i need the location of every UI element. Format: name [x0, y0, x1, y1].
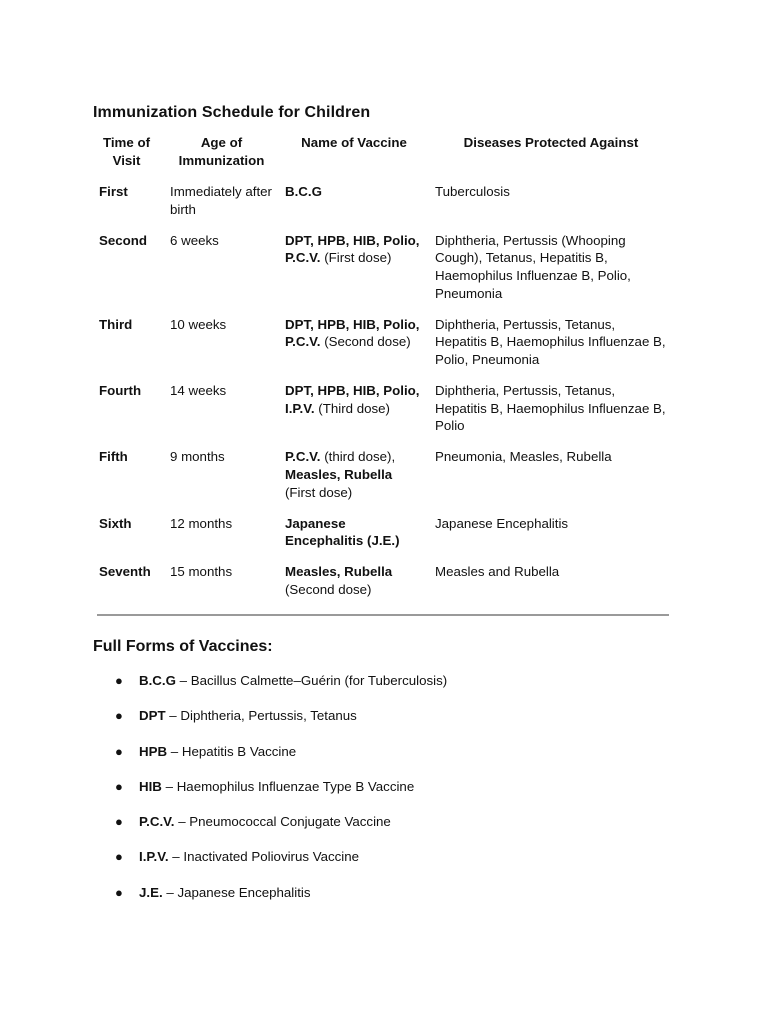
table-row [93, 183, 673, 232]
vaccine-cell [279, 448, 429, 514]
abbreviation: DPT [139, 708, 166, 724]
diseases-cell: Diphtheria, Pertussis, Tetanus, Hepatitis B, Haemophilus Influenzae B, Polio, Pneumonia [435, 316, 666, 367]
abbreviation: B.C.G [139, 673, 176, 688]
table-header-row [93, 134, 673, 183]
age-cell: 9 months [170, 449, 225, 465]
table-row [93, 316, 673, 382]
diseases-cell: Diphtheria, Pertussis (Whooping Cough), Tetanus, Hepatitis B, Haemophilus Influenzae B, Polio, Pneumonia [435, 232, 631, 301]
visit-cell: Second [99, 232, 148, 248]
bullet-icon: ● [115, 814, 123, 830]
vaccine-name: DPT, HPB, HIB, Polio, P.C.V. [285, 316, 420, 350]
vaccine-cell [279, 563, 429, 612]
vaccine-name: DPT, HPB, HIB, Polio, I.P.V. [285, 383, 420, 416]
page-title: Immunization Schedule for Children [93, 104, 371, 121]
visit-cell: Fourth [99, 383, 142, 399]
vaccine-name-secondary: Measles, Rubella [285, 466, 393, 482]
table-row [93, 563, 673, 612]
vaccine-cell [279, 232, 429, 316]
vaccine-name: DPT, HPB, HIB, Polio, P.C.V. [285, 232, 420, 266]
bullet-icon: ● [115, 778, 123, 794]
immunization-schedule-table [93, 134, 673, 612]
diseases-cell: Japanese Encephalitis [435, 515, 569, 531]
full-form: – Japanese Encephalitis [162, 884, 311, 900]
age-cell: Immediately after birth [170, 184, 272, 217]
header-time-of-visit: Time of Visit [102, 135, 151, 168]
full-forms-list [0, 672, 447, 919]
abbreviation: I.P.V. [139, 849, 169, 865]
table-row [93, 232, 673, 316]
header-diseases: Diseases Protected Against [463, 135, 639, 150]
abbreviation: HIB [139, 778, 162, 794]
bullet-icon: ● [115, 673, 123, 688]
vaccine-note: (Second dose) [285, 581, 372, 597]
abbreviation: HPB [139, 743, 168, 759]
vaccine-note: (third dose), [320, 449, 396, 465]
list-item [0, 778, 447, 813]
full-form: – Bacillus Calmette–Guérin (for Tuberculosis) [175, 673, 448, 688]
list-item [0, 813, 447, 848]
bullet-icon: ● [115, 743, 123, 759]
header-vaccine: Name of Vaccine [301, 135, 407, 150]
full-forms-title: Full Forms of Vaccines: [93, 638, 273, 655]
abbreviation: J.E. [139, 884, 163, 900]
age-cell: 15 months [170, 564, 233, 580]
list-item [0, 884, 447, 919]
age-cell: 6 weeks [170, 232, 219, 248]
header-age: Age of Immunization [178, 135, 265, 168]
bullet-icon: ● [115, 849, 123, 865]
diseases-cell: Pneumonia, Measles, Rubella [435, 449, 612, 465]
bullet-icon: ● [115, 708, 123, 724]
age-cell: 10 weeks [170, 316, 227, 332]
visit-cell: First [99, 184, 128, 200]
full-form: – Pneumococcal Conjugate Vaccine [174, 814, 391, 830]
visit-cell: Seventh [99, 564, 151, 580]
visit-cell: Third [99, 316, 133, 332]
vaccine-cell [279, 316, 429, 382]
list-item [0, 743, 447, 778]
diseases-cell: Tuberculosis [435, 184, 510, 200]
table-row [93, 382, 673, 448]
table-row [93, 448, 673, 514]
vaccine-name: Japanese Encephalitis (J.E.) [285, 515, 400, 549]
age-cell: 12 months [170, 515, 233, 531]
vaccine-note: (First dose) [320, 250, 392, 266]
vaccine-cell [279, 382, 429, 448]
age-cell: 14 weeks [170, 383, 227, 399]
list-item [0, 672, 447, 707]
abbreviation: P.C.V. [139, 814, 175, 830]
bullet-icon: ● [115, 884, 123, 900]
diseases-cell: Measles and Rubella [435, 564, 560, 580]
diseases-cell: Diphtheria, Pertussis, Tetanus, Hepatitis B, Haemophilus Influenzae B, Polio [435, 383, 666, 434]
full-form: – Haemophilus Influenzae Type B Vaccine [161, 778, 415, 794]
vaccine-cell [279, 515, 429, 564]
vaccine-cell [279, 183, 429, 232]
list-item [0, 707, 447, 742]
visit-cell: Sixth [99, 515, 132, 531]
section-divider [97, 614, 669, 616]
vaccine-name: Measles, Rubella [285, 564, 393, 580]
full-form: – Hepatitis B Vaccine [167, 743, 297, 759]
vaccine-note-secondary: (First dose) [285, 484, 353, 500]
vaccine-note: (Second dose) [320, 334, 411, 350]
full-form: – Diphtheria, Pertussis, Tetanus [165, 708, 357, 724]
table-row [93, 515, 673, 564]
full-form: – Inactivated Poliovirus Vaccine [168, 849, 360, 865]
vaccine-name: P.C.V. [285, 449, 321, 465]
list-item [0, 848, 447, 883]
vaccine-note: (Third dose) [314, 400, 390, 416]
visit-cell: Fifth [99, 449, 128, 465]
vaccine-name: B.C.G [285, 184, 322, 200]
